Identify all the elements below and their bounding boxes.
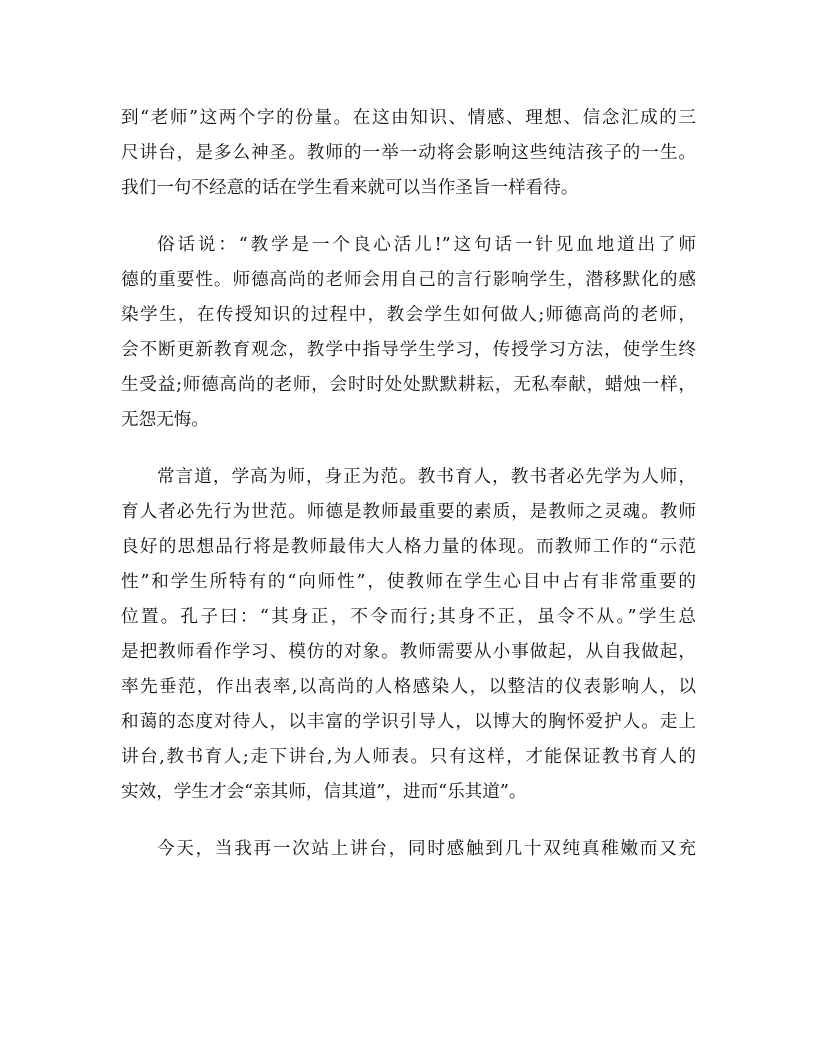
text-line: 到“老师”这两个字的份量。在这由知识、情感、理想、信念汇成的三 xyxy=(121,108,696,128)
text-line: 无怨无悔。 xyxy=(121,410,209,430)
text-line: 育人者必先行为世范。师德是教师最重要的素质，是教师之灵魂。教师 xyxy=(121,502,696,522)
text-line: 德的重要性。师德高尚的老师会用自己的言行影响学生，潜移默化的感 xyxy=(121,270,696,290)
paragraph-2 xyxy=(121,228,696,438)
text-line: 我们一句不经意的话在学生看来就可以当作圣旨一样看待。 xyxy=(121,178,579,198)
text-line: 讲台,教书育人;走下讲台,为人师表。只有这样，才能保证教书育人的 xyxy=(121,747,696,767)
text-line: 俗话说：“教学是一个良心活儿!”这句话一针见血地道出了师 xyxy=(157,235,696,255)
text-line: 性”和学生所特有的“向师性”，使教师在学生心目中占有非常重要的 xyxy=(121,572,696,592)
text-line: 率先垂范，作出表率,以高尚的人格感染人，以整洁的仪表影响人，以 xyxy=(121,677,696,697)
text-line: 染学生，在传授知识的过程中，教会学生如何做人;师德高尚的老师， xyxy=(121,305,696,325)
text-line: 今天，当我再一次站上讲台，同时感触到几十双纯真稚嫩而又充 xyxy=(157,839,696,859)
paragraph-4 xyxy=(121,832,696,867)
text-line: 尺讲台，是多么神圣。教师的一举一动将会影响这些纯洁孩子的一生。 xyxy=(121,143,696,163)
text-line: 实效，学生才会“亲其师，信其道”，进而“乐其道”。 xyxy=(121,782,527,802)
body-text xyxy=(121,101,696,867)
paragraph-1 xyxy=(121,101,696,206)
text-line: 会不断更新教育观念，教学中指导学生学习，传授学习方法，使学生终 xyxy=(121,340,696,360)
text-line: 是把教师看作学习、模仿的对象。教师需要从小事做起，从自我做起， xyxy=(121,642,696,662)
paragraph-3 xyxy=(121,460,696,810)
text-line: 生受益;师德高尚的老师，会时时处处默默耕耘，无私奉献，蜡烛一样， xyxy=(121,375,696,395)
text-line: 和蔼的态度对待人，以丰富的学识引导人，以博大的胸怀爱护人。走上 xyxy=(121,712,696,732)
text-line: 位置。孔子曰：“其身正，不令而行;其身不正，虽令不从。”学生总 xyxy=(121,607,696,627)
text-line: 良好的思想品行将是教师最伟大人格力量的体现。而教师工作的“示范 xyxy=(121,537,696,557)
text-line: 常言道，学高为师，身正为范。教书育人，教书者必先学为人师， xyxy=(157,467,696,487)
